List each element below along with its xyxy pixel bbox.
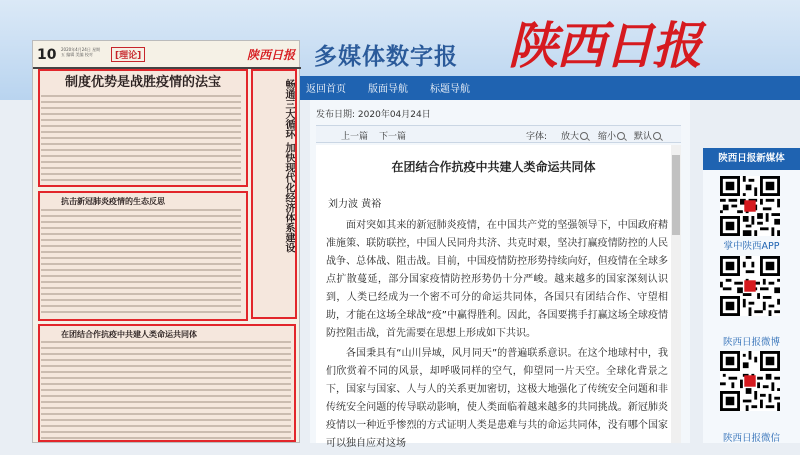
font-default-label: 默认 (634, 132, 653, 142)
zoom-in-icon (580, 132, 588, 140)
publish-date-value: 2020年04月24日 (357, 110, 431, 120)
font-shrink-label: 缩小 (598, 132, 617, 142)
article-paragraph: 各国秉具有“山川异域，风月同天”的普遍联系意识。在这个地球村中，我们欣赏着不同的风景，却呼吸同样的空气，仰望同一片天空。全球化背景之下，国家与国家、人与人的关系更加密切，这极大地强化了传统安全问题和非传统安全问题的传导联动影响，使人类面临着越来越多的共同挑战。新冠肺炎疫情以一种近乎惨烈的方式证明人类是患难与共的命运共同体，没有哪个国家可以独自应对这场 (326, 348, 668, 449)
paper-meta: 2020年4月24日 星期五 编辑 美编 校对 (61, 47, 101, 57)
paper-headline-1[interactable]: 制度优势是战胜疫情的法宝 (64, 75, 221, 90)
paper-headline-2[interactable]: 抗击新冠肺炎疫情的生态反思 (61, 197, 165, 206)
sidebar-label-weibo[interactable]: 陕西日报微博 (722, 337, 780, 348)
article-region-vertical[interactable] (251, 69, 297, 319)
paper-logo: 陕西日报 (246, 48, 295, 62)
weibo-qr-code[interactable] (720, 256, 780, 316)
article-panel (310, 100, 690, 449)
site-logo[interactable]: 陕西日报 (508, 16, 700, 75)
article-body (316, 145, 681, 449)
site-subtitle: 多媒体数字报 (314, 44, 458, 70)
app-qr-code[interactable] (720, 176, 780, 236)
font-enlarge-label: 放大 (561, 132, 580, 142)
font-size-label: 字体: (526, 132, 548, 142)
new-media-sidebar (703, 148, 800, 443)
paper-section: [理论] (111, 47, 145, 62)
next-article-link[interactable]: 下一篇 (379, 132, 407, 142)
paper-vertical-headline[interactable]: 畅通三大循环 加快现代化经济体系建设 (283, 79, 294, 253)
article-region-2[interactable] (38, 191, 248, 321)
sidebar-label-app[interactable]: 掌中陕西APP (723, 241, 780, 252)
top-nav (300, 76, 800, 100)
article-text (326, 217, 668, 455)
article-region-3-selected[interactable] (38, 324, 296, 442)
font-default-button[interactable] (634, 129, 661, 142)
sidebar-title: 陕西日报新媒体 (703, 148, 800, 170)
publish-date (316, 107, 431, 120)
article-region-1[interactable] (38, 69, 248, 187)
article-paragraph: 面对突如其来的新冠肺炎疫情，在中国共产党的坚强领导下，中国政府精准施策、联防联控，中国人民同舟共济、共克时艰，坚决打赢疫情防控的人民战争、总体战、阻击战。目前，中国疫情防控形势持续向好，但疫情在全球多点扩散蔓延，部分国家疫情防控形势仍十分严峻。越来越多的国家深刻认识到，人类已经成为一个密不可分的命运共同体，各国只有团结合作、守望相助，才能在这场全球战“疫”中赢得胜利。因此，各国要携手打赢这场全球疫情防控阻击战，首先需要在思想上形成如下共识。 (326, 220, 668, 339)
nav-home[interactable]: 返回首页 (306, 84, 346, 95)
article-toolbar (316, 125, 681, 143)
paper-headline-3[interactable]: 在团结合作抗疫中共建人类命运共同体 (61, 330, 197, 339)
scrollbar-thumb[interactable] (672, 155, 680, 235)
font-enlarge-button[interactable] (561, 129, 588, 142)
paper-page-number: 10 (37, 47, 57, 63)
wechat-qr-code[interactable] (720, 351, 780, 411)
sidebar-label-wechat[interactable]: 陕西日报微信 (722, 433, 780, 444)
article-scrollbar[interactable] (671, 145, 681, 443)
newspaper-page-image[interactable] (32, 40, 300, 443)
nav-layout[interactable]: 版面导航 (368, 84, 408, 95)
zoom-out-icon (617, 132, 625, 140)
nav-titles[interactable]: 标题导航 (430, 84, 470, 95)
prev-article-link[interactable]: 上一篇 (341, 132, 369, 142)
publish-date-label: 发布日期: (316, 110, 356, 120)
font-shrink-button[interactable] (598, 129, 625, 142)
paper-masthead (33, 41, 301, 69)
article-title: 在团结合作抗疫中共建人类命运共同体 (391, 160, 596, 174)
article-authors: 刘力波 黄裕 (328, 199, 382, 210)
zoom-reset-icon (653, 132, 661, 140)
